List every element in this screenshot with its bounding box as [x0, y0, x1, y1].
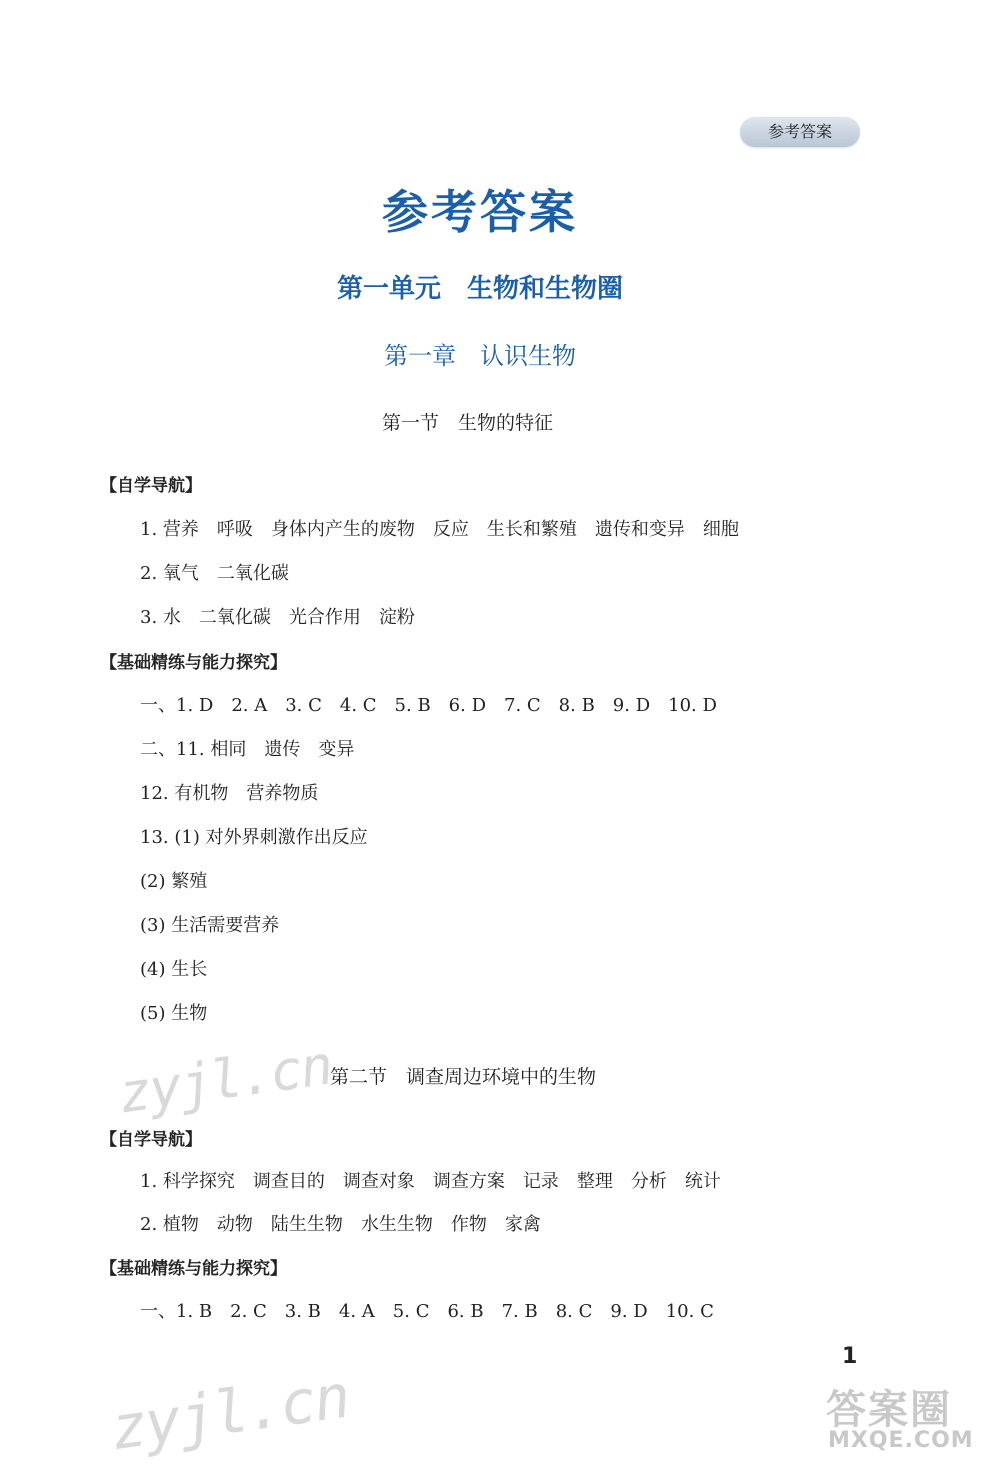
watermark-text: zyjl.cn: [106, 1361, 353, 1464]
section-1-practice-line: 13. (1) 对外界刺激作出反应: [140, 827, 368, 848]
section-2-practice-heading: 【基础精练与能力探究】: [100, 1259, 287, 1279]
section-1-study-heading: 【自学导航】: [100, 476, 202, 496]
section-1-study-line: 3. 水 二氧化碳 光合作用 淀粉: [140, 607, 415, 628]
section-1-study-line: 1. 营养 呼吸 身体内产生的废物 反应 生长和繁殖 遗传和变异 细胞: [140, 519, 739, 540]
section-2-study-heading: 【自学导航】: [100, 1130, 202, 1150]
chapter-title: 第一章 认识生物: [384, 342, 576, 370]
section-1-practice-heading: 【基础精练与能力探究】: [100, 653, 287, 673]
corner-logo-title: 答案圈: [826, 1387, 952, 1433]
section-2-study-line: 2. 植物 动物 陆生生物 水生生物 作物 家禽: [140, 1214, 541, 1235]
section-1-study-line: 2. 氧气 二氧化碳: [140, 563, 289, 584]
section-1-practice-line: (5) 生物: [140, 1003, 208, 1024]
section-2-practice-line: 一、1. B 2. C 3. B 4. A 5. C 6. B 7. B 8. C 9. D 10. C: [140, 1301, 714, 1322]
section-1-practice-line: 二、11. 相同 遗传 变异: [140, 739, 355, 760]
section-1-practice-line: 一、1. D 2. A 3. C 4. C 5. B 6. D 7. C 8. B 9. D 10. D: [140, 695, 717, 716]
corner-logo-url: MXQE.COM: [828, 1428, 974, 1453]
unit-title: 第一单元 生物和生物圈: [336, 274, 623, 304]
section-2-study-line: 1. 科学探究 调查目的 调查对象 调查方案 记录 整理 分析 统计: [140, 1171, 721, 1192]
watermark-text: zyjl.cn: [114, 1033, 335, 1126]
main-title: 参考答案: [382, 185, 578, 239]
answer-tab: 参考答案: [740, 117, 860, 147]
section-1-practice-line: 12. 有机物 营养物质: [140, 783, 319, 804]
corner-logo: [818, 1378, 998, 1458]
section-2-title: 第二节 调查周边环境中的生物: [330, 1066, 597, 1088]
section-1-practice-line: (4) 生长: [140, 959, 208, 980]
section-1-title: 第一节 生物的特征: [382, 412, 554, 434]
section-1-practice-line: (3) 生活需要营养: [140, 915, 280, 936]
section-1-practice-line: (2) 繁殖: [140, 871, 208, 892]
page-number: 1: [842, 1344, 858, 1369]
